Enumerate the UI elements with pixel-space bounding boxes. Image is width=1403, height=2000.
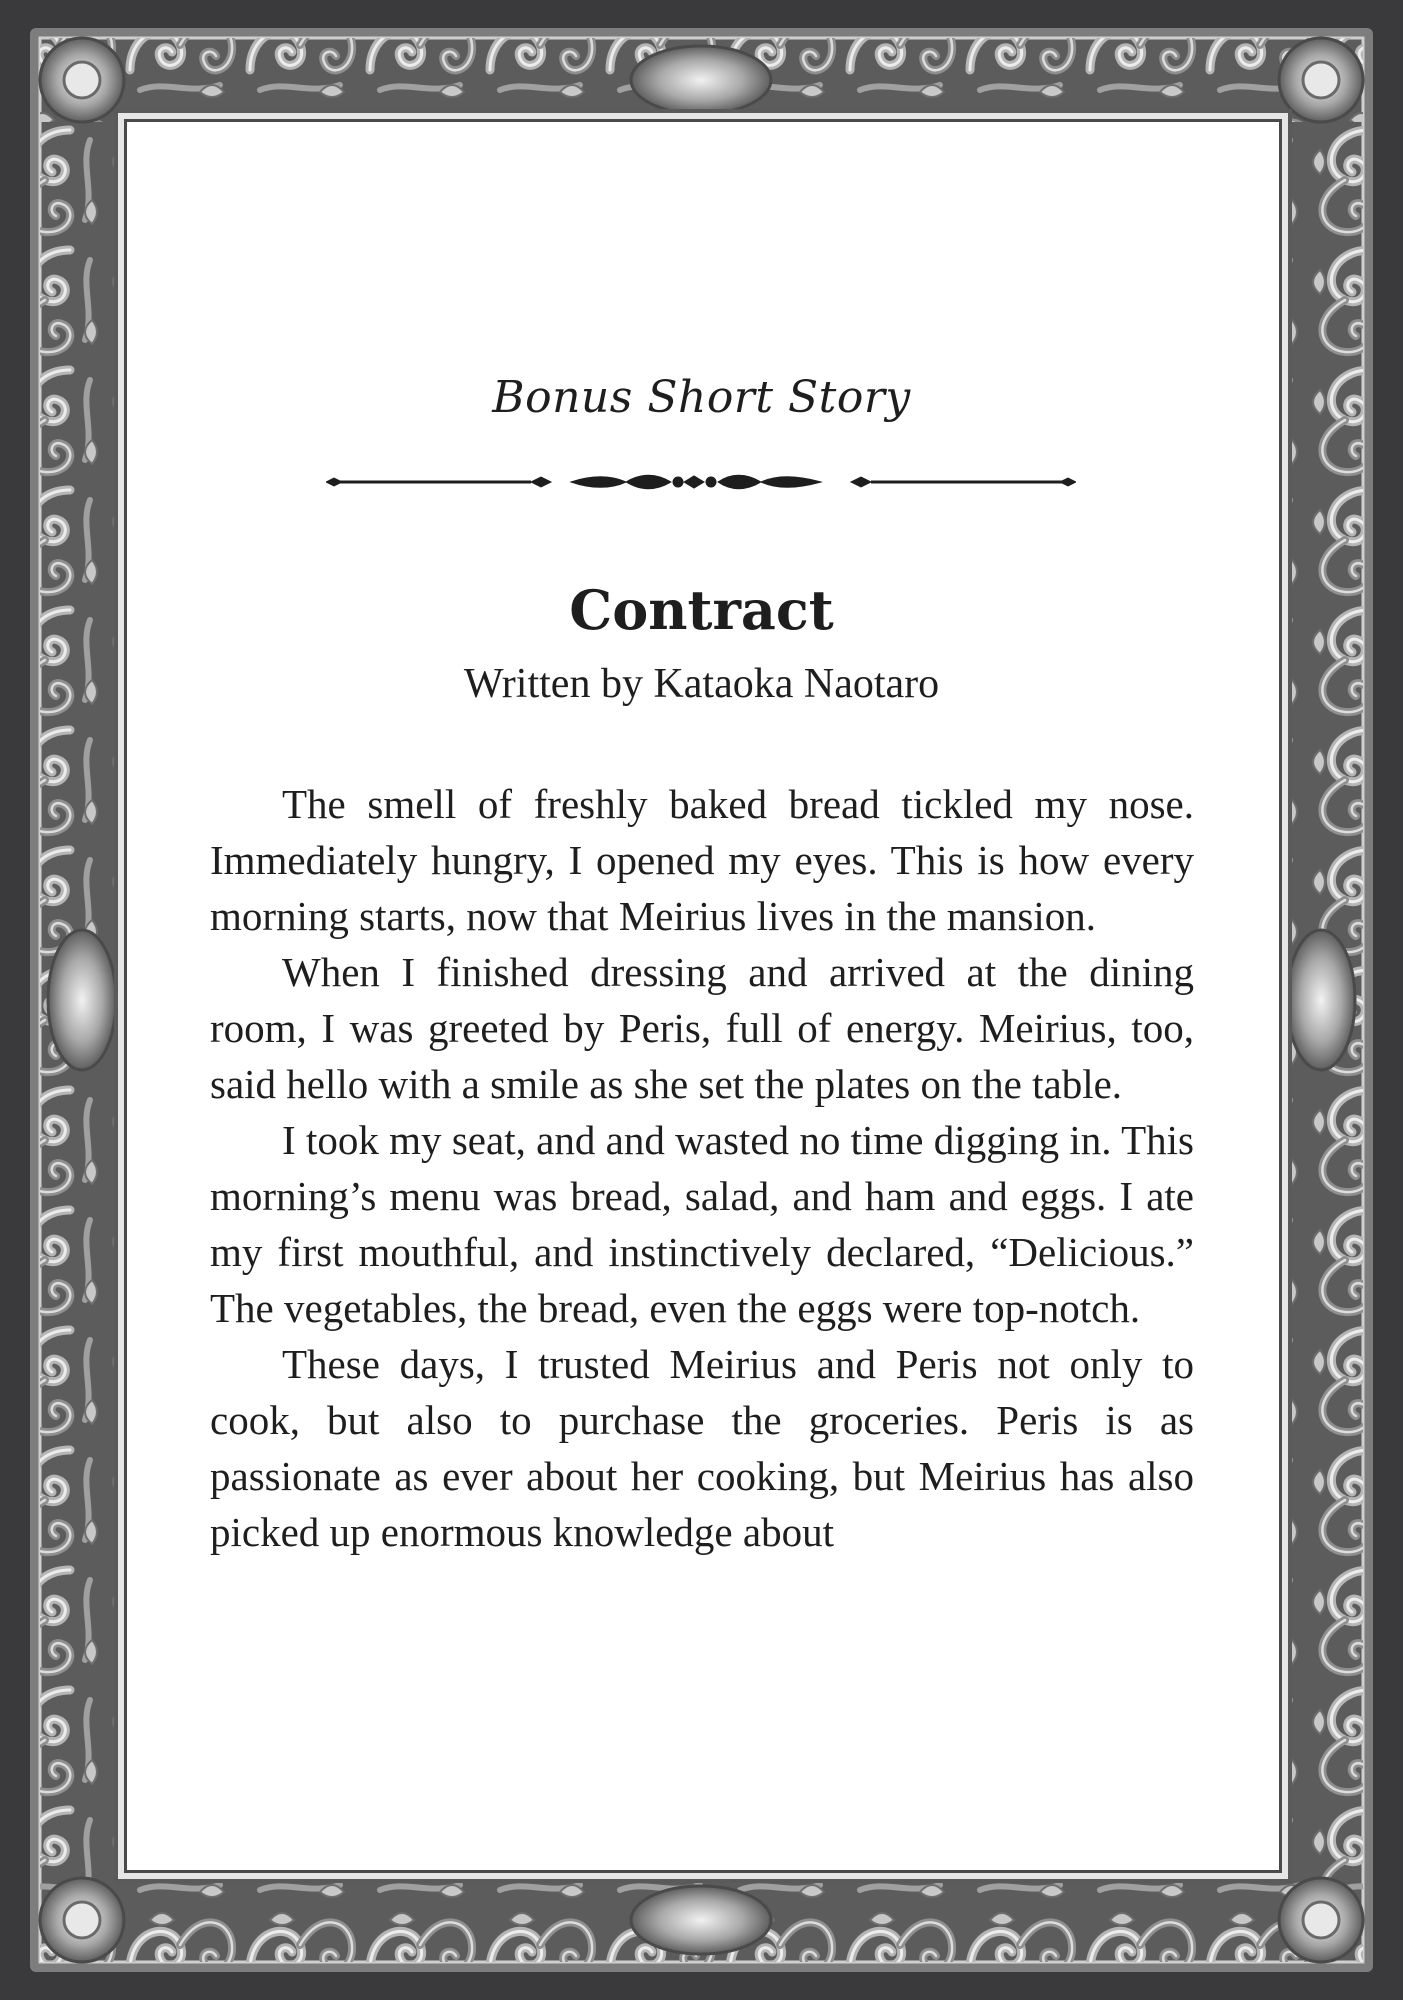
section-kicker: Bonus Short Story xyxy=(492,372,911,423)
paragraph: When I finished dressing and arrived at the dining room, I was greeted by Peris, full of energy. Meirius, too, said hello with a smile as she set the plates on the table. xyxy=(210,949,1194,1107)
flourish-divider-icon xyxy=(326,467,1076,497)
paragraph: These days, I trusted Meirius and Peris not only to cook, but also to purchase the groceries. Peris is as passionate as ever about her cooking, but Meirius has also picked up enormous knowledge about xyxy=(210,1341,1194,1555)
paragraph: I took my seat, and and wasted no time digging in. This morning’s menu was bread, salad, and ham and eggs. I ate my first mouthful, and instinctively declared, “Delicious.” The vegetables, the bread, even the eggs were top-notch. xyxy=(210,1117,1194,1331)
paragraph: The smell of freshly baked bread tickled my nose. Immediately hungry, I opened my eyes. This is how every morning starts, now that Meirius lives in the mansion. xyxy=(210,781,1194,939)
story-body xyxy=(210,776,1194,1560)
story-byline: Written by Kataoka Naotaro xyxy=(463,661,940,707)
story-title: Contract xyxy=(569,578,834,642)
